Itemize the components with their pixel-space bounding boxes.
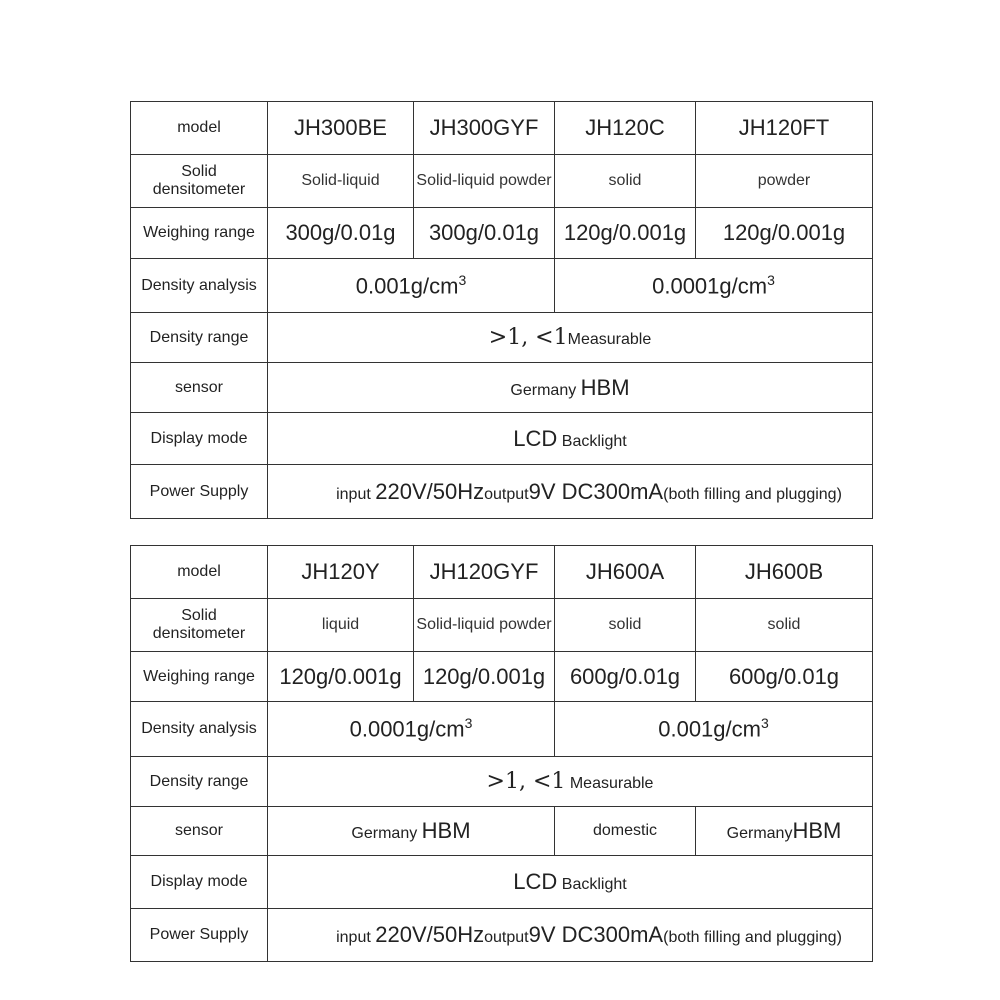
row-type [131, 155, 873, 208]
type-cell: solid [555, 155, 696, 208]
label-solid-line2: densitometer [152, 625, 246, 642]
label-solid-line1: Solid [181, 607, 217, 624]
label-solid-line2: densitometer [152, 181, 246, 198]
label-power-supply: Power Supply [131, 465, 268, 519]
label-sensor: sensor [131, 807, 268, 856]
row-weighing [131, 652, 873, 702]
type-cell: Solid-liquid powder [414, 599, 555, 652]
density-analysis-cell [555, 259, 873, 313]
label-density-analysis: Density analysis [131, 702, 268, 757]
density-range-cell [268, 313, 873, 363]
label-density-range: Density range [131, 757, 268, 807]
row-weighing [131, 208, 873, 259]
density-analysis-cell [555, 702, 873, 757]
type-cell: liquid [268, 599, 414, 652]
display-main: LCD [513, 425, 558, 451]
sensor-prefix: Germany [510, 381, 577, 399]
display-cell [268, 413, 873, 465]
weighing-cell: 120g/0.001g [268, 652, 414, 702]
density-unit-sup: 3 [464, 715, 473, 732]
type-cell: powder [696, 155, 873, 208]
type-cell: Solid-liquid powder [414, 155, 555, 208]
row-sensor [131, 363, 873, 413]
weighing-cell: 300g/0.01g [268, 208, 414, 259]
row-model [131, 102, 873, 155]
density-value: 0.0001g/cm [349, 716, 465, 742]
sensor-prefix: Germany [726, 825, 793, 842]
sensor-cell [268, 363, 873, 413]
density-range-value: >1, <1 [488, 325, 568, 350]
model-cell: JH120FT [696, 102, 873, 155]
sensor-value: HBM [421, 818, 471, 843]
density-value: 0.001g/cm [355, 273, 459, 299]
label-solid-densitometer [131, 599, 268, 652]
sensor-cell [696, 807, 873, 856]
model-cell: JH120C [555, 102, 696, 155]
spec-table-1 [130, 101, 873, 519]
label-display-mode: Display mode [131, 856, 268, 909]
row-density-analysis [131, 702, 873, 757]
density-range-suffix: Measurable [567, 331, 652, 348]
model-cell: JH120GYF [414, 546, 555, 599]
density-value: 0.001g/cm [658, 716, 761, 742]
density-unit-sup: 3 [767, 271, 775, 288]
power-output-value: 9V DC300mA [528, 478, 664, 504]
weighing-cell: 120g/0.001g [414, 652, 555, 702]
model-cell: JH300GYF [414, 102, 555, 155]
label-density-range: Density range [131, 313, 268, 363]
type-cell: Solid-liquid [268, 155, 414, 208]
label-weighing-range: Weighing range [131, 652, 268, 702]
weighing-cell: 600g/0.01g [555, 652, 696, 702]
model-cell: JH300BE [268, 102, 414, 155]
power-note: (both filling and plugging) [663, 485, 842, 503]
label-model: model [131, 102, 268, 155]
row-density-analysis [131, 259, 873, 313]
model-cell: JH120Y [268, 546, 414, 599]
weighing-cell: 120g/0.001g [696, 208, 873, 259]
density-unit-sup: 3 [458, 271, 467, 288]
density-value: 0.0001g/cm [652, 273, 768, 299]
label-solid-line1: Solid [181, 163, 217, 180]
power-cell [268, 909, 873, 962]
model-cell: JH600B [696, 546, 873, 599]
sensor-value: HBM [580, 374, 630, 400]
power-input-label: input [336, 485, 371, 503]
display-suffix: Backlight [561, 432, 627, 450]
label-model: model [131, 546, 268, 599]
label-display-mode: Display mode [131, 413, 268, 465]
power-input-value: 220V/50Hz [375, 478, 485, 504]
sensor-value: HBM [792, 818, 842, 843]
type-cell: solid [555, 599, 696, 652]
row-density-range [131, 757, 873, 807]
display-cell [268, 856, 873, 909]
row-display [131, 413, 873, 465]
weighing-cell: 600g/0.01g [696, 652, 873, 702]
density-analysis-cell [268, 702, 555, 757]
label-density-analysis: Density analysis [131, 259, 268, 313]
power-input-label: input [336, 929, 371, 946]
row-power [131, 465, 873, 519]
label-sensor: sensor [131, 363, 268, 413]
density-range-value: >1, <1 [486, 769, 566, 794]
label-weighing-range: Weighing range [131, 208, 268, 259]
type-cell: solid [696, 599, 873, 652]
density-range-suffix: Measurable [569, 775, 654, 792]
power-output-label: output [484, 929, 529, 946]
weighing-cell: 120g/0.001g [555, 208, 696, 259]
spec-table-2 [130, 545, 873, 962]
power-note: (both filling and plugging) [663, 929, 842, 946]
power-input-value: 220V/50Hz [375, 922, 485, 947]
display-main: LCD [513, 869, 558, 894]
label-solid-densitometer [131, 155, 268, 208]
sensor-prefix: Germany [351, 825, 418, 842]
row-power [131, 909, 873, 962]
sensor-cell [268, 807, 555, 856]
sensor-value: domestic [592, 822, 658, 839]
row-type [131, 599, 873, 652]
power-output-value: 9V DC300mA [528, 922, 664, 947]
power-output-label: output [484, 485, 529, 503]
density-analysis-cell [268, 259, 555, 313]
density-unit-sup: 3 [760, 715, 769, 732]
power-cell [268, 465, 873, 519]
sensor-cell [555, 807, 696, 856]
row-sensor [131, 807, 873, 856]
weighing-cell: 300g/0.01g [414, 208, 555, 259]
row-display [131, 856, 873, 909]
density-range-cell [268, 757, 873, 807]
display-suffix: Backlight [561, 876, 627, 893]
row-model [131, 546, 873, 599]
model-cell: JH600A [555, 546, 696, 599]
label-power-supply: Power Supply [131, 909, 268, 962]
row-density-range [131, 313, 873, 363]
